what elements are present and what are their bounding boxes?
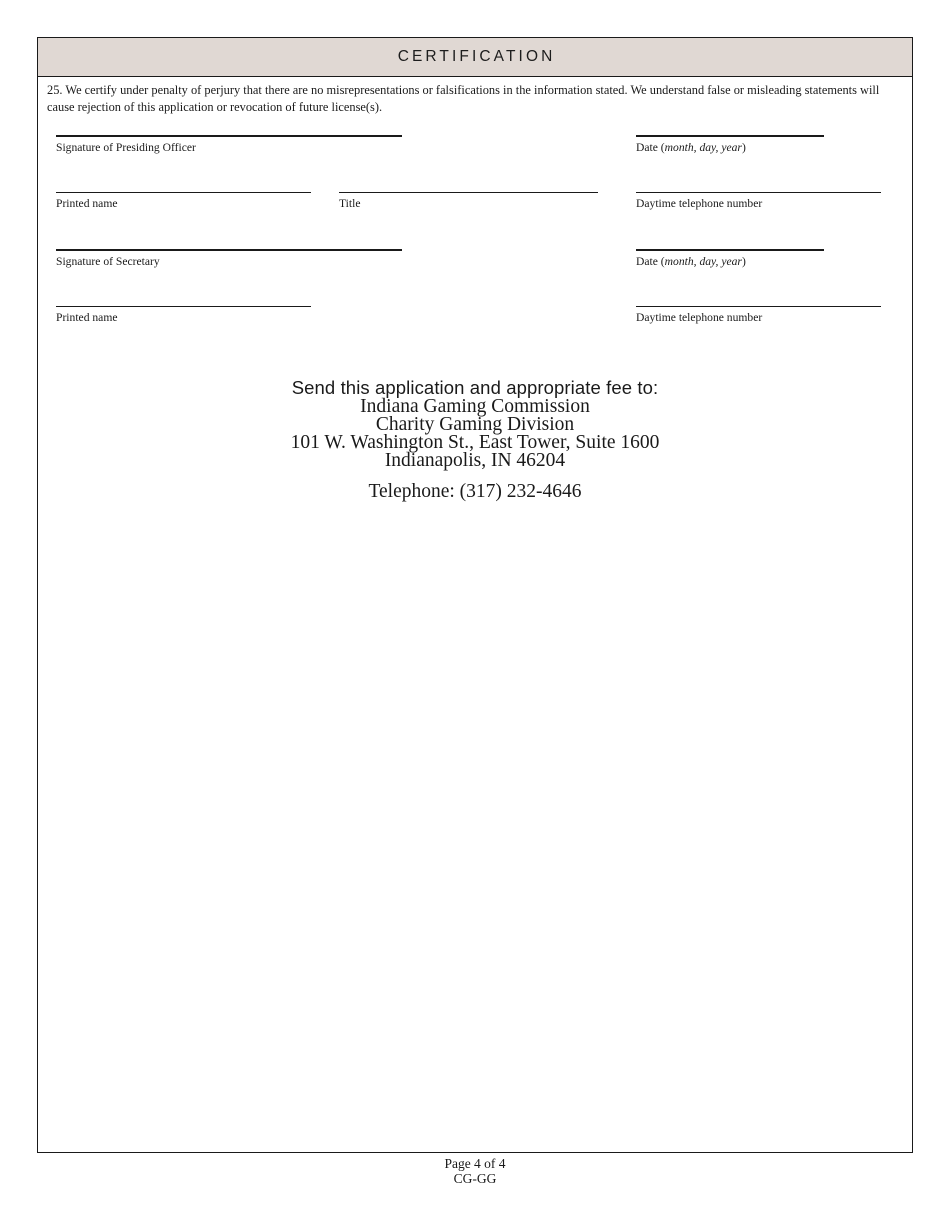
secretary-date-label xyxy=(636,251,824,269)
signature-row-secretary xyxy=(38,249,912,306)
presiding-officer-date-field[interactable] xyxy=(636,135,824,155)
presiding-officer-date-label xyxy=(636,137,824,155)
presiding-officer-printed-name-field[interactable] xyxy=(56,192,311,211)
secretary-phone-field[interactable] xyxy=(636,306,881,325)
section-header-certification xyxy=(38,38,912,77)
presiding-officer-phone-field[interactable] xyxy=(636,192,881,211)
presiding-officer-phone-label: Daytime telephone number xyxy=(636,197,763,210)
signature-row-secretary-details xyxy=(38,306,912,363)
secretary-phone-label: Daytime telephone number xyxy=(636,311,763,324)
date-label-format: month, day, year xyxy=(664,141,742,154)
mailing-street-address: 101 W. Washington St., East Tower, Suite 1600 xyxy=(290,432,660,453)
certification-statement: 25. We certify under penalty of perjury that there are no misrepresentations or falsifications in the information stated. We understand false or misleading statements will cause rejection of this application or revocation of future license(s). xyxy=(47,83,880,114)
mailing-telephone: Telephone: (317) 232-4646 xyxy=(368,481,582,502)
secretary-signature-label: Signature of Secretary xyxy=(56,255,160,268)
document-page xyxy=(37,37,913,1153)
section-title: CERTIFICATION xyxy=(397,48,556,65)
presiding-officer-title-label: Title xyxy=(339,197,361,210)
signature-row-presiding-officer-details xyxy=(38,192,912,249)
secretary-date-field[interactable] xyxy=(636,249,824,269)
presiding-officer-title-field[interactable] xyxy=(339,192,598,211)
date-label-suffix: ) xyxy=(741,255,746,268)
date-label-format: month, day, year xyxy=(664,255,742,268)
secretary-printed-name-field[interactable] xyxy=(56,306,311,325)
date-label-prefix: Date ( xyxy=(636,141,665,154)
presiding-officer-signature-label: Signature of Presiding Officer xyxy=(56,141,196,154)
presiding-officer-signature-field[interactable] xyxy=(56,135,402,155)
secretary-signature-field[interactable] xyxy=(56,249,402,269)
mailing-city-state-zip: Indianapolis, IN 46204 xyxy=(384,450,566,471)
mailing-agency-name: Indiana Gaming Commission xyxy=(360,396,590,417)
form-code: CG-GG xyxy=(453,1170,497,1186)
date-label-suffix: ) xyxy=(741,141,746,154)
mailing-division-name: Charity Gaming Division xyxy=(375,414,575,435)
mailing-address-block xyxy=(38,377,912,501)
signature-area xyxy=(38,135,912,363)
mailing-instruction: Send this application and appropriate fee to: xyxy=(291,377,659,398)
presiding-officer-printed-name-label: Printed name xyxy=(56,197,118,210)
date-label-prefix: Date ( xyxy=(636,255,665,268)
page-number: Page 4 of 4 xyxy=(444,1156,506,1171)
secretary-printed-name-label: Printed name xyxy=(56,311,118,324)
page-footer xyxy=(37,1157,913,1186)
signature-row-presiding-officer xyxy=(38,135,912,192)
